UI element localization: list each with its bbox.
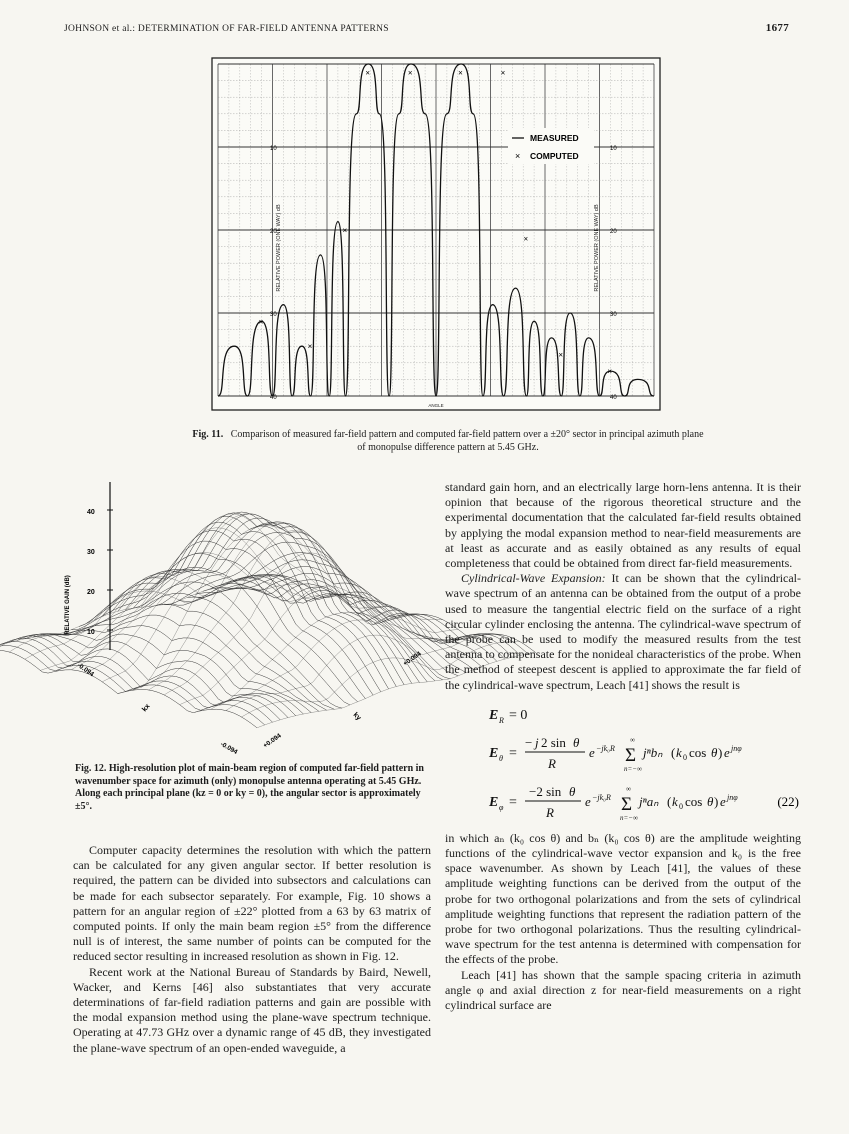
- svg-text:jnφ: jnφ: [731, 743, 742, 753]
- svg-text:φ: φ: [499, 802, 504, 812]
- mesh-line: [95, 531, 374, 696]
- computed-point: ×: [558, 350, 564, 360]
- svg-text:n=−∞: n=−∞: [624, 764, 642, 773]
- svg-text:k: k: [676, 744, 682, 760]
- mesh-line: [164, 553, 443, 695]
- computed-point: ×: [500, 68, 506, 78]
- y-tick-label: 30: [270, 312, 277, 318]
- svg-text:θ: θ: [569, 783, 576, 799]
- svg-text:= 0: = 0: [509, 707, 528, 723]
- svg-text:j: j: [535, 734, 539, 750]
- svg-text:−2 sin: −2 sin: [529, 783, 562, 799]
- running-head: [64, 24, 789, 34]
- svg-text:θ: θ: [573, 734, 580, 750]
- running-title: JOHNSON et al.: DETERMINATION OF FAR-FIELD ANTENNA PATTERNS: [64, 24, 389, 34]
- mesh-line: [133, 522, 412, 690]
- svg-text:): ): [718, 744, 723, 760]
- mesh-line: [0, 575, 273, 650]
- svg-text:): ): [714, 793, 719, 809]
- svg-text:−jk₀R: −jk₀R: [596, 743, 615, 753]
- figure-12-caption-label: Fig. 12.: [75, 763, 107, 774]
- mesh-line: [64, 582, 343, 708]
- right-paragraph-3: in which aₙ (k₀ cos θ) and bₙ (k₀ cos θ) are the amplitude weighting functions of the cylindrical-wave vector expansion and k₀ is the free space wavenumber. As shown by Leach [41], the values of these amplitude weighting functions can be derived from the output of the probe for two orthogonal polarizations and from the sets of cylindrical amplitude weighting functions that represent the radiation pattern of the probe for two orthogonal polarizations. Thus the resulting cylindrical-wave spectrum for the test antenna is determined with compensation for the effects of the probe.: [445, 830, 801, 967]
- figure-12-plot: [65, 470, 440, 756]
- svg-text:jⁿaₙ: jⁿaₙ: [639, 793, 659, 809]
- svg-text:θ: θ: [499, 753, 503, 763]
- z-axis-label: RELATIVE GAIN (dB): [65, 575, 71, 635]
- svg-text:n=−∞: n=−∞: [620, 813, 638, 822]
- z-tick-40: 40: [87, 509, 95, 516]
- svg-text:k: k: [672, 793, 678, 809]
- x-axis-label: ANGLE: [428, 403, 444, 408]
- svg-text:(: (: [667, 793, 672, 809]
- svg-text:Σ: Σ: [625, 744, 637, 766]
- corner-label-3: -0.094: [219, 740, 239, 756]
- corner-label-2: +0.094: [402, 650, 423, 668]
- computed-point: ×: [523, 234, 529, 244]
- figure-11-caption-label: Fig. 11.: [192, 429, 224, 440]
- figure-12-caption-text: High-resolution plot of main-beam region of computed far-field pattern in wavenumber space for azimuth (only) monopulse antenna operating at 5.45 GHz. Along each principal plane (kz = 0 or ky = 0), the angular sector is approximately ±5°.: [75, 763, 424, 812]
- svg-text:e: e: [585, 793, 591, 809]
- svg-text:(: (: [671, 744, 676, 760]
- mesh-line: [87, 541, 366, 699]
- right-paragraph-4: Leach [41] has shown that the sample spacing criteria in azimuth angle φ and axial direction z for near-field measurements on a right cylindrical surface are: [445, 967, 801, 1013]
- mesh-line: [203, 580, 482, 667]
- y-tick-label: 40: [610, 395, 617, 401]
- mesh-line: [0, 650, 257, 728]
- svg-text:θ: θ: [711, 744, 718, 760]
- right-paragraph-2-text: It can be shown that the cylindrical-wave spectrum of an antenna can be obtained from the output of a probe used to measure the tangential electric field on the surface of a right circular cylinder enclosing the antenna. The cylindrical-wave spectrum of the probe can be used to modify the measured results from the test antenna to compensate for the nonideal characteristics of the probe. When the method of steepest descent is applied to approximate the far field of the cylindrical-wave spectrum, Leach [41] shows the result is: [445, 571, 802, 692]
- computed-point: ×: [407, 68, 413, 78]
- left-paragraph-2: Recent work at the National Bureau of Standards by Baird, Newell, Wacker, and Kerns [46] also substantiates that very accurate determinations of far-field radiation patterns and gain are possible with the modal expansion method using the plane-wave spectrum technique. Operating at 47.73 GHz over a dynamic range of 45 dB, they investigated the plane-wave spectrum of an open-ended waveguide, a: [73, 964, 431, 1055]
- svg-text:θ: θ: [707, 793, 714, 809]
- y-tick-label: 10: [610, 146, 617, 152]
- mesh-line: [118, 526, 397, 694]
- svg-text:2 sin: 2 sin: [541, 734, 566, 750]
- mesh-line: [156, 533, 435, 681]
- svg-text:=: =: [509, 745, 517, 761]
- computed-point: ×: [258, 317, 264, 327]
- svg-text:cos: cos: [689, 744, 707, 760]
- svg-text:0: 0: [679, 801, 683, 811]
- y-axis-label: RELATIVE POWER (ONE WAY) dB: [276, 204, 282, 292]
- mesh-line: [125, 512, 404, 685]
- svg-text:∞: ∞: [630, 735, 635, 744]
- svg-text:R: R: [548, 755, 556, 771]
- computed-point: ×: [307, 342, 313, 352]
- svg-text:∞: ∞: [626, 784, 631, 793]
- figure-11-chart: [212, 58, 660, 410]
- mesh-line: [71, 567, 350, 705]
- figure-11-svg: [212, 58, 660, 410]
- y-tick-label: 20: [610, 229, 617, 235]
- right-paragraph-1: standard gain horn, and an electrically large horn-lens antenna. It is their opinion that because of the rigorous theoretical structure and the experimental documentation that the calculated far-field results obtained by applying the modal expansion method to near-field measurements are at least as accurate and as easily obtained as any results of equal completeness that could be obtained from direct far-field measurements.: [445, 480, 801, 571]
- computed-point: ×: [607, 367, 613, 377]
- computed-point: ×: [342, 226, 348, 235]
- y-tick-label: 40: [270, 395, 277, 401]
- mesh-line: [149, 524, 428, 682]
- figure-12-caption: [75, 763, 427, 813]
- computed-point: ×: [365, 68, 371, 78]
- svg-text:e: e: [724, 744, 730, 760]
- svg-text:cos: cos: [685, 793, 703, 809]
- mesh-line: [180, 586, 459, 705]
- equation-number: (22): [777, 793, 799, 809]
- legend-computed-label: COMPUTED: [530, 151, 579, 161]
- z-tick-30: 30: [87, 549, 95, 556]
- mesh-line: [17, 634, 296, 715]
- mesh-line: [56, 593, 335, 709]
- y-axis-label-right: RELATIVE POWER (ONE WAY) dB: [594, 204, 600, 292]
- mesh-line: [87, 514, 366, 674]
- axis-label-ky: ky: [351, 711, 363, 722]
- svg-text:−: −: [525, 734, 533, 750]
- svg-text:E: E: [489, 707, 499, 723]
- svg-text:−jk₀R: −jk₀R: [592, 792, 611, 802]
- svg-text:0: 0: [683, 752, 687, 762]
- z-tick-10: 10: [87, 629, 95, 636]
- svg-text:R: R: [546, 804, 554, 820]
- svg-text:E: E: [489, 794, 499, 810]
- axis-label-kx: kx: [141, 702, 152, 714]
- svg-text:=: =: [509, 794, 517, 810]
- figure-12-svg: [65, 470, 440, 756]
- z-tick-20: 20: [87, 589, 95, 596]
- svg-text:E: E: [489, 745, 499, 761]
- legend-measured-label: MEASURED: [530, 133, 579, 143]
- left-column: [73, 843, 431, 1056]
- mesh-line: [0, 646, 265, 725]
- right-column: [445, 480, 801, 1013]
- figure-11-caption-text: Comparison of measured far-field pattern and computed far-field pattern over a ±20° sector in principal azimuth plane of monopulse difference pattern at 5.45 GHz.: [230, 429, 704, 453]
- svg-text:R: R: [499, 715, 504, 725]
- corner-label-1: -0.094: [75, 661, 95, 679]
- legend-computed-mark: ×: [515, 151, 521, 161]
- y-tick-label: 20: [270, 229, 277, 235]
- section-heading: Cylindrical-Wave Expansion:: [461, 571, 606, 586]
- svg-text:e: e: [589, 744, 595, 760]
- svg-text:e: e: [720, 793, 726, 809]
- corner-label-4: +0.094: [262, 732, 283, 750]
- mesh-line: [2, 638, 281, 720]
- y-tick-label: 10: [270, 146, 277, 152]
- left-paragraph-1: Computer capacity determines the resolution with which the pattern can be calculated for any given angular sector. If better resolution is required, the pattern can be divided into subsectors and calculations can be made for each subsector separately. For example, Fig. 10 shows a pattern for an angular region of ±22° plotted from a 63 by 63 matrix of computed points. If only the main beam region ±5° from the difference null is of interest, the same number of points can be computed for the reduced sector resulting in increased resolution as shown in Fig. 12.: [73, 843, 431, 964]
- svg-text:jⁿbₙ: jⁿbₙ: [643, 744, 663, 760]
- svg-text:Σ: Σ: [621, 793, 633, 815]
- svg-text:jnφ: jnφ: [727, 792, 738, 802]
- equation-22: [445, 699, 801, 827]
- equation-block: [445, 699, 801, 827]
- legend: [508, 128, 594, 164]
- mesh-line: [195, 612, 474, 712]
- right-paragraph-2: [445, 571, 801, 693]
- computed-point: ×: [458, 68, 463, 78]
- y-tick-label: 30: [610, 312, 617, 318]
- figure-11-caption: [188, 429, 708, 454]
- page-number: 1677: [765, 22, 789, 34]
